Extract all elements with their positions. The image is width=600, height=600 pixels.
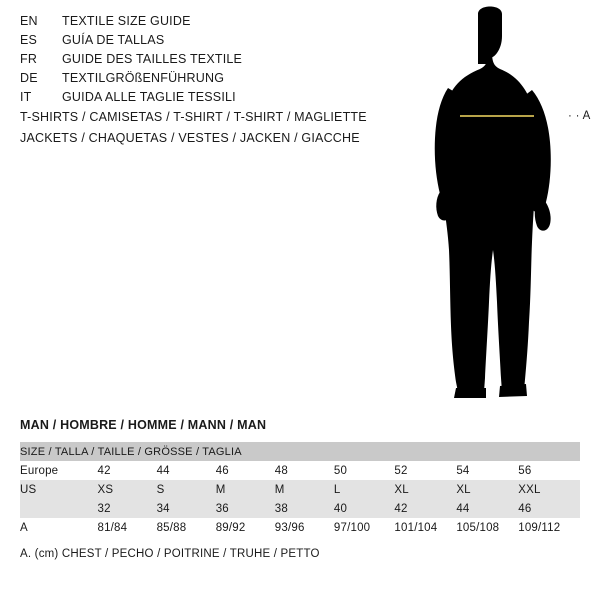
- language-row: [20, 14, 380, 33]
- language-code: EN: [20, 14, 38, 28]
- row-label: A: [20, 518, 97, 537]
- language-code: FR: [20, 52, 38, 66]
- cell: 48: [275, 461, 334, 480]
- cell: XS: [97, 480, 156, 499]
- body-figure: [400, 6, 600, 406]
- language-text: GUÍA DE TALLAS: [62, 33, 165, 47]
- cell: 93/96: [275, 518, 334, 537]
- row-label: Europe: [20, 461, 97, 480]
- language-list: [20, 14, 380, 109]
- measure-dash: · ·: [568, 110, 580, 122]
- cell: 50: [334, 461, 395, 480]
- language-text: TEXTILE SIZE GUIDE: [62, 14, 191, 28]
- cell: XL: [394, 480, 456, 499]
- cell: XL: [456, 480, 518, 499]
- cell: 52: [394, 461, 456, 480]
- language-text: GUIDE DES TAILLES TEXTILE: [62, 52, 243, 66]
- measure-letter: A: [582, 110, 591, 122]
- language-row: [20, 71, 380, 90]
- category-tshirts: T-SHIRTS / CAMISETAS / T-SHIRT / T-SHIRT / MAGLIETTE: [20, 110, 367, 124]
- cell: 42: [97, 461, 156, 480]
- cell: 46: [216, 461, 275, 480]
- measure-label-a: [568, 110, 591, 122]
- cell: 38: [275, 499, 334, 518]
- table-row: [20, 480, 580, 499]
- cell: M: [216, 480, 275, 499]
- cell: 85/88: [157, 518, 216, 537]
- cell: 101/104: [394, 518, 456, 537]
- cell: 105/108: [456, 518, 518, 537]
- row-label: [20, 499, 97, 518]
- category-list: [20, 110, 440, 152]
- table-header-label: SIZE / TALLA / TAILLE / GRÖSSE / TAGLIA: [20, 442, 580, 461]
- cell: 36: [216, 499, 275, 518]
- male-silhouette-icon: [400, 6, 600, 406]
- language-code: IT: [20, 90, 32, 104]
- language-row: [20, 90, 380, 109]
- language-code: DE: [20, 71, 38, 85]
- cell: M: [275, 480, 334, 499]
- cell: 97/100: [334, 518, 395, 537]
- table-row: [20, 461, 580, 480]
- cell: 34: [157, 499, 216, 518]
- table-row: [20, 499, 580, 518]
- size-table: [20, 442, 580, 537]
- group-title-man: MAN / HOMBRE / HOMME / MANN / MAN: [20, 418, 267, 432]
- cell: 56: [518, 461, 580, 480]
- cell: 42: [394, 499, 456, 518]
- table-header-row: [20, 442, 580, 461]
- language-row: [20, 33, 380, 52]
- language-code: ES: [20, 33, 38, 47]
- category-jackets: JACKETS / CHAQUETAS / VESTES / JACKEN / GIACCHE: [20, 131, 360, 145]
- cell: 81/84: [97, 518, 156, 537]
- language-row: [20, 52, 380, 71]
- cell: XXL: [518, 480, 580, 499]
- cell: 109/112: [518, 518, 580, 537]
- language-text: TEXTILGRÖßENFÜHRUNG: [62, 71, 225, 85]
- cell: 89/92: [216, 518, 275, 537]
- table-row: [20, 518, 580, 537]
- cell: 40: [334, 499, 395, 518]
- cell: 46: [518, 499, 580, 518]
- cell: 32: [97, 499, 156, 518]
- cell: 54: [456, 461, 518, 480]
- footnote-chest: A. (cm) CHEST / PECHO / POITRINE / TRUHE / PETTO: [20, 548, 320, 560]
- language-text: GUIDA ALLE TAGLIE TESSILI: [62, 90, 236, 104]
- cell: S: [157, 480, 216, 499]
- row-label: US: [20, 480, 97, 499]
- cell: L: [334, 480, 395, 499]
- cell: 44: [157, 461, 216, 480]
- cell: 44: [456, 499, 518, 518]
